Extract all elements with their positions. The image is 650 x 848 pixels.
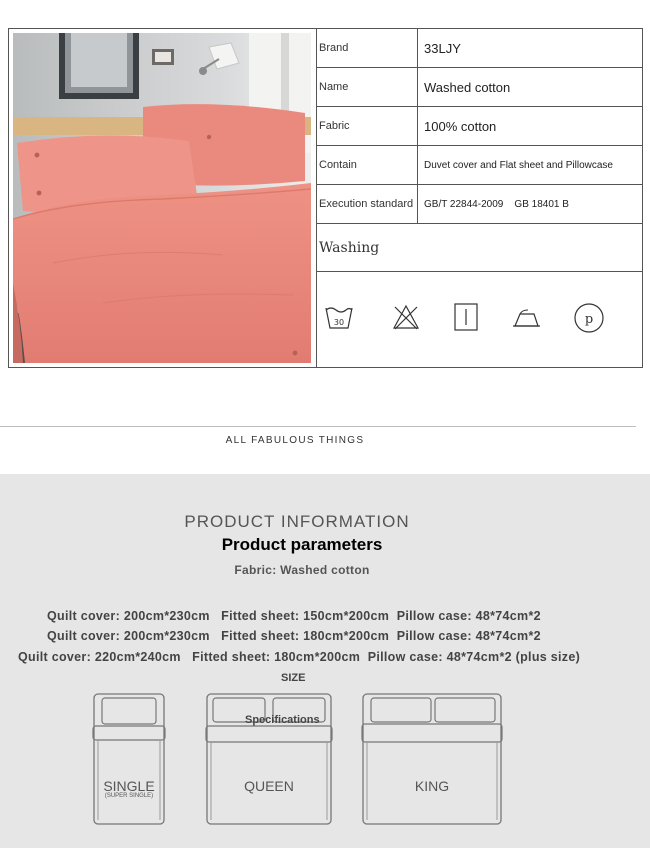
size-line: Quilt cover: 200cm*230cm Fitted sheet: 150cm*200cm Pillow case: 48*74cm*2 [47, 609, 541, 623]
spec-key: Name [316, 68, 418, 106]
spec-key: Fabric [316, 107, 418, 145]
spec-row-washing [316, 224, 642, 272]
spec-value: 33LJY [424, 40, 461, 56]
dry-clean-p-icon [573, 302, 605, 334]
bed-name: QUEEN [244, 778, 294, 794]
bed-king [361, 692, 503, 826]
fabric-line: Fabric: Washed cotton [234, 563, 370, 577]
divider [0, 426, 636, 427]
bed-queen [205, 692, 333, 826]
wash-temp-text: 30 [333, 318, 345, 327]
size-label: SIZE [281, 672, 306, 684]
do-not-bleach-icon [392, 304, 420, 330]
tagline: ALL FABULOUS THINGS [225, 435, 365, 446]
product-info-section [0, 474, 650, 848]
bedding-photo [13, 33, 311, 363]
bed-name: SINGLE [103, 778, 155, 794]
spec-row-brand [316, 29, 642, 68]
product-info-title: PRODUCT INFORMATION [184, 512, 410, 531]
dry-clean-text: p [584, 312, 594, 327]
bed-subname: (SUPER SINGLE) [104, 793, 154, 799]
washing-label: Washing [319, 239, 380, 256]
spec-row-standard [316, 185, 642, 224]
specifications-label: Specifications [245, 714, 320, 726]
spec-row-contain [316, 146, 642, 185]
spec-value: Duvet cover and Flat sheet and Pillowcase [424, 159, 613, 171]
size-line: Quilt cover: 200cm*230cm Fitted sheet: 180cm*200cm Pillow case: 48*74cm*2 [47, 629, 541, 643]
wash-30-icon [324, 302, 354, 332]
iron-low-icon [512, 308, 542, 330]
care-icons [316, 272, 642, 367]
spec-grid [316, 29, 642, 367]
size-line: Quilt cover: 220cm*240cm Fitted sheet: 180cm*200cm Pillow case: 48*74cm*2 (plus size) [18, 650, 581, 664]
spec-key: Execution standard [316, 185, 418, 223]
spec-value: GB/T 22844-2009 GB 18401 B [424, 198, 569, 210]
spec-key: Contain [316, 146, 418, 184]
spec-table [8, 28, 643, 368]
spec-value: Washed cotton [424, 79, 511, 95]
spec-value: 100% cotton [424, 118, 497, 134]
spec-key: Brand [316, 29, 418, 67]
spec-row-fabric [316, 107, 642, 146]
product-photo [9, 29, 317, 367]
product-parameters-title: Product parameters [221, 535, 383, 554]
spec-row-name [316, 68, 642, 107]
bed-name: KING [414, 778, 450, 794]
line-dry-icon [452, 302, 480, 332]
bed-single [92, 692, 166, 826]
